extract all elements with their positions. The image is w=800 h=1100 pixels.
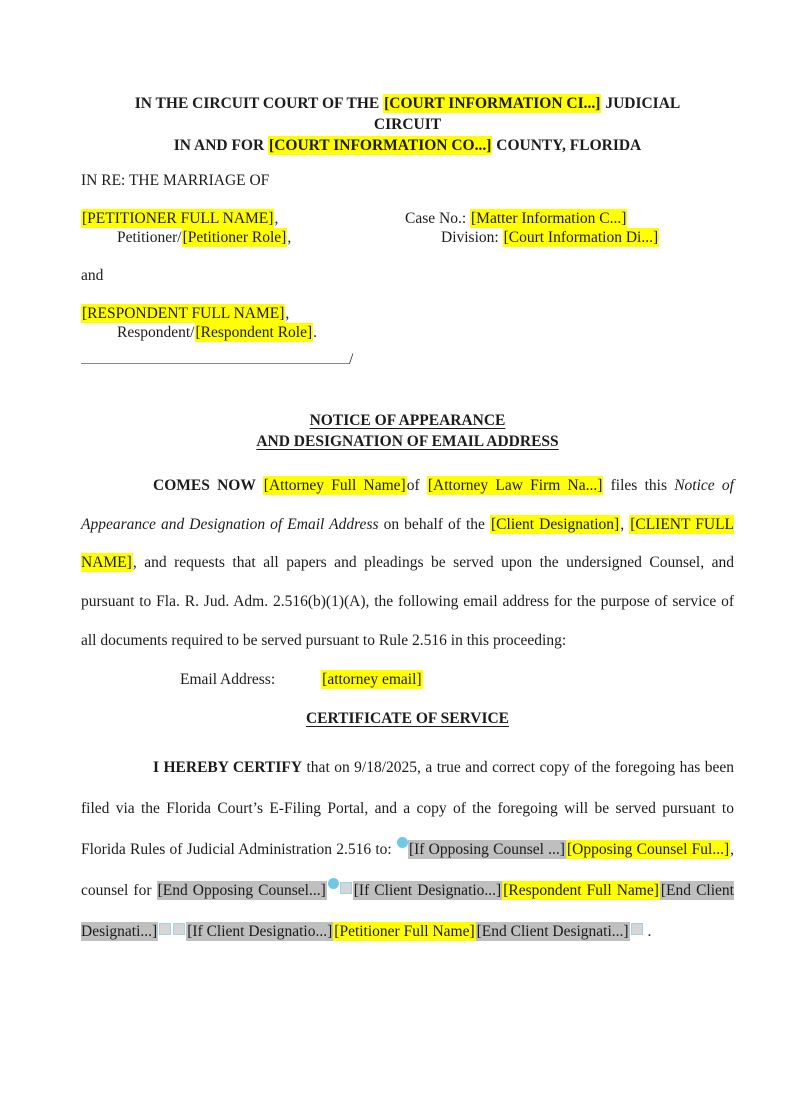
certificate-title — [81, 708, 734, 729]
punctuation: , — [287, 229, 292, 246]
opposing-counsel-name-field[interactable]: [Opposing Counsel Ful...] — [566, 841, 730, 859]
annotation-square-icon[interactable] — [159, 923, 171, 935]
hereby-certify-text: I HEREBY CERTIFY — [153, 759, 303, 777]
court-heading — [81, 93, 734, 156]
respondent-role-row — [81, 323, 734, 342]
in-re-line — [81, 171, 734, 190]
comes-now-text: COMES NOW — [153, 477, 263, 494]
end-client-designation-block-2[interactable]: [End Client Designati...] — [476, 923, 629, 941]
certificate-title-text: CERTIFICATE OF SERVICE — [305, 710, 510, 728]
body-text: on behalf of the — [378, 515, 491, 533]
respondent-name-field[interactable]: [RESPONDENT FULL NAME] — [82, 305, 285, 322]
petitioner-role-line — [81, 228, 441, 247]
court-circuit-field[interactable]: [COURT INFORMATION CI...] — [384, 95, 601, 112]
certificate-paragraph — [81, 747, 734, 952]
client-designation-field[interactable]: [Client Designation] — [491, 515, 620, 533]
respondent-row — [81, 304, 734, 323]
annotation-square-icon[interactable] — [340, 882, 352, 894]
court-county-field[interactable]: [COURT INFORMATION CO...] — [269, 137, 492, 154]
body-text: of — [406, 477, 427, 494]
and-text: and — [81, 267, 104, 284]
punctuation: . — [643, 923, 652, 941]
petitioner-role-prefix: Petitioner/ — [117, 229, 182, 246]
division-line — [441, 228, 734, 247]
certificate-text: , counsel for — [81, 841, 734, 900]
heading-text: COUNTY, FLORIDA — [492, 137, 642, 154]
body-text: , and requests that all papers and pleadings be served upon the undersigned Counsel, and pursuant to Fla. R. Jud. Adm. 2.516(b)(1)(A), the following email address for the purpose of service of all documents required to be served pursuant to Rule 2.516 in this proceeding: — [81, 554, 734, 649]
petitioner-role-row — [81, 228, 734, 247]
if-opposing-counsel-block[interactable]: [If Opposing Counsel ...] — [408, 841, 565, 859]
petitioner-row — [81, 209, 734, 228]
heading-text: JUDICIAL — [601, 95, 681, 112]
in-re-text: IN RE: THE MARRIAGE OF — [81, 172, 270, 189]
caption-signature-row — [81, 349, 734, 369]
case-no-field[interactable]: [Matter Information C...] — [471, 210, 627, 227]
annotation-square-icon[interactable] — [631, 923, 643, 935]
law-firm-field[interactable]: [Attorney Law Firm Na...] — [427, 477, 603, 494]
document-title — [81, 410, 734, 452]
punctuation: . — [313, 324, 318, 341]
body-text: files this — [603, 477, 675, 494]
certificate-text: that on 9/18/2025, a true and correct copy of the foregoing has been filed via the Florida Court’s E-Filing Portal, and a copy of the foregoing will be served pursuant to Florida Rules of Judicial Administration 2.516 to: — [81, 759, 734, 859]
respondent-role-line — [81, 323, 441, 342]
case-no-line — [405, 209, 734, 228]
punctuation: , — [274, 210, 279, 227]
petitioner-name-line — [81, 209, 405, 228]
email-address-label: Email Address: — [180, 670, 276, 688]
respondent-role-prefix: Respondent/ — [117, 324, 195, 341]
title-line-1: NOTICE OF APPEARANCE — [309, 412, 506, 429]
heading-text: IN AND FOR — [173, 137, 269, 154]
body-paragraph — [81, 467, 734, 661]
comment-marker-icon[interactable] — [328, 878, 339, 889]
heading-text: IN THE CIRCUIT COURT OF THE — [134, 95, 384, 112]
case-caption — [81, 209, 734, 369]
and-line — [81, 266, 734, 285]
client-name-field[interactable]: [CLIENT FULL NAME] — [81, 515, 735, 572]
heading-text: CIRCUIT — [373, 116, 442, 133]
division-field[interactable]: [Court Information Di...] — [503, 229, 659, 246]
petitioner-name-field[interactable]: [PETITIONER FULL NAME] — [82, 210, 274, 227]
respondent-role-field[interactable]: [Respondent Role] — [195, 324, 313, 341]
comment-marker-icon[interactable] — [397, 837, 408, 848]
if-client-designation-block-2[interactable]: [If Client Designatio...] — [187, 923, 333, 941]
punctuation: , — [620, 515, 630, 533]
annotation-square-icon[interactable] — [173, 923, 185, 935]
caption-rule-line — [81, 349, 349, 364]
division-label: Division: — [441, 229, 503, 246]
title-line-2: AND DESIGNATION OF EMAIL ADDRESS — [256, 433, 559, 450]
case-no-label: Case No.: — [405, 210, 471, 227]
end-opposing-counsel-block[interactable]: [End Opposing Counsel...] — [157, 882, 326, 900]
respondent-name-line — [81, 304, 405, 323]
email-address-line — [180, 661, 734, 700]
petitioner-role-field[interactable]: [Petitioner Role] — [182, 229, 287, 246]
respondent-name-merge-field[interactable]: [Respondent Full Name] — [503, 882, 659, 900]
petitioner-name-merge-field[interactable]: [Petitioner Full Name] — [334, 923, 475, 941]
attorney-name-field[interactable]: [Attorney Full Name] — [263, 477, 406, 494]
caption-slash: / — [349, 351, 354, 368]
document-title-italic: Notice of Appearance and Designation of Email Address — [81, 477, 734, 533]
attorney-email-field[interactable]: [attorney email] — [322, 670, 422, 688]
if-client-designation-block-1[interactable]: [If Client Designatio...] — [353, 882, 502, 900]
end-client-designation-block-1[interactable]: [End Client Designati...] — [81, 882, 734, 941]
punctuation: , — [285, 305, 290, 322]
